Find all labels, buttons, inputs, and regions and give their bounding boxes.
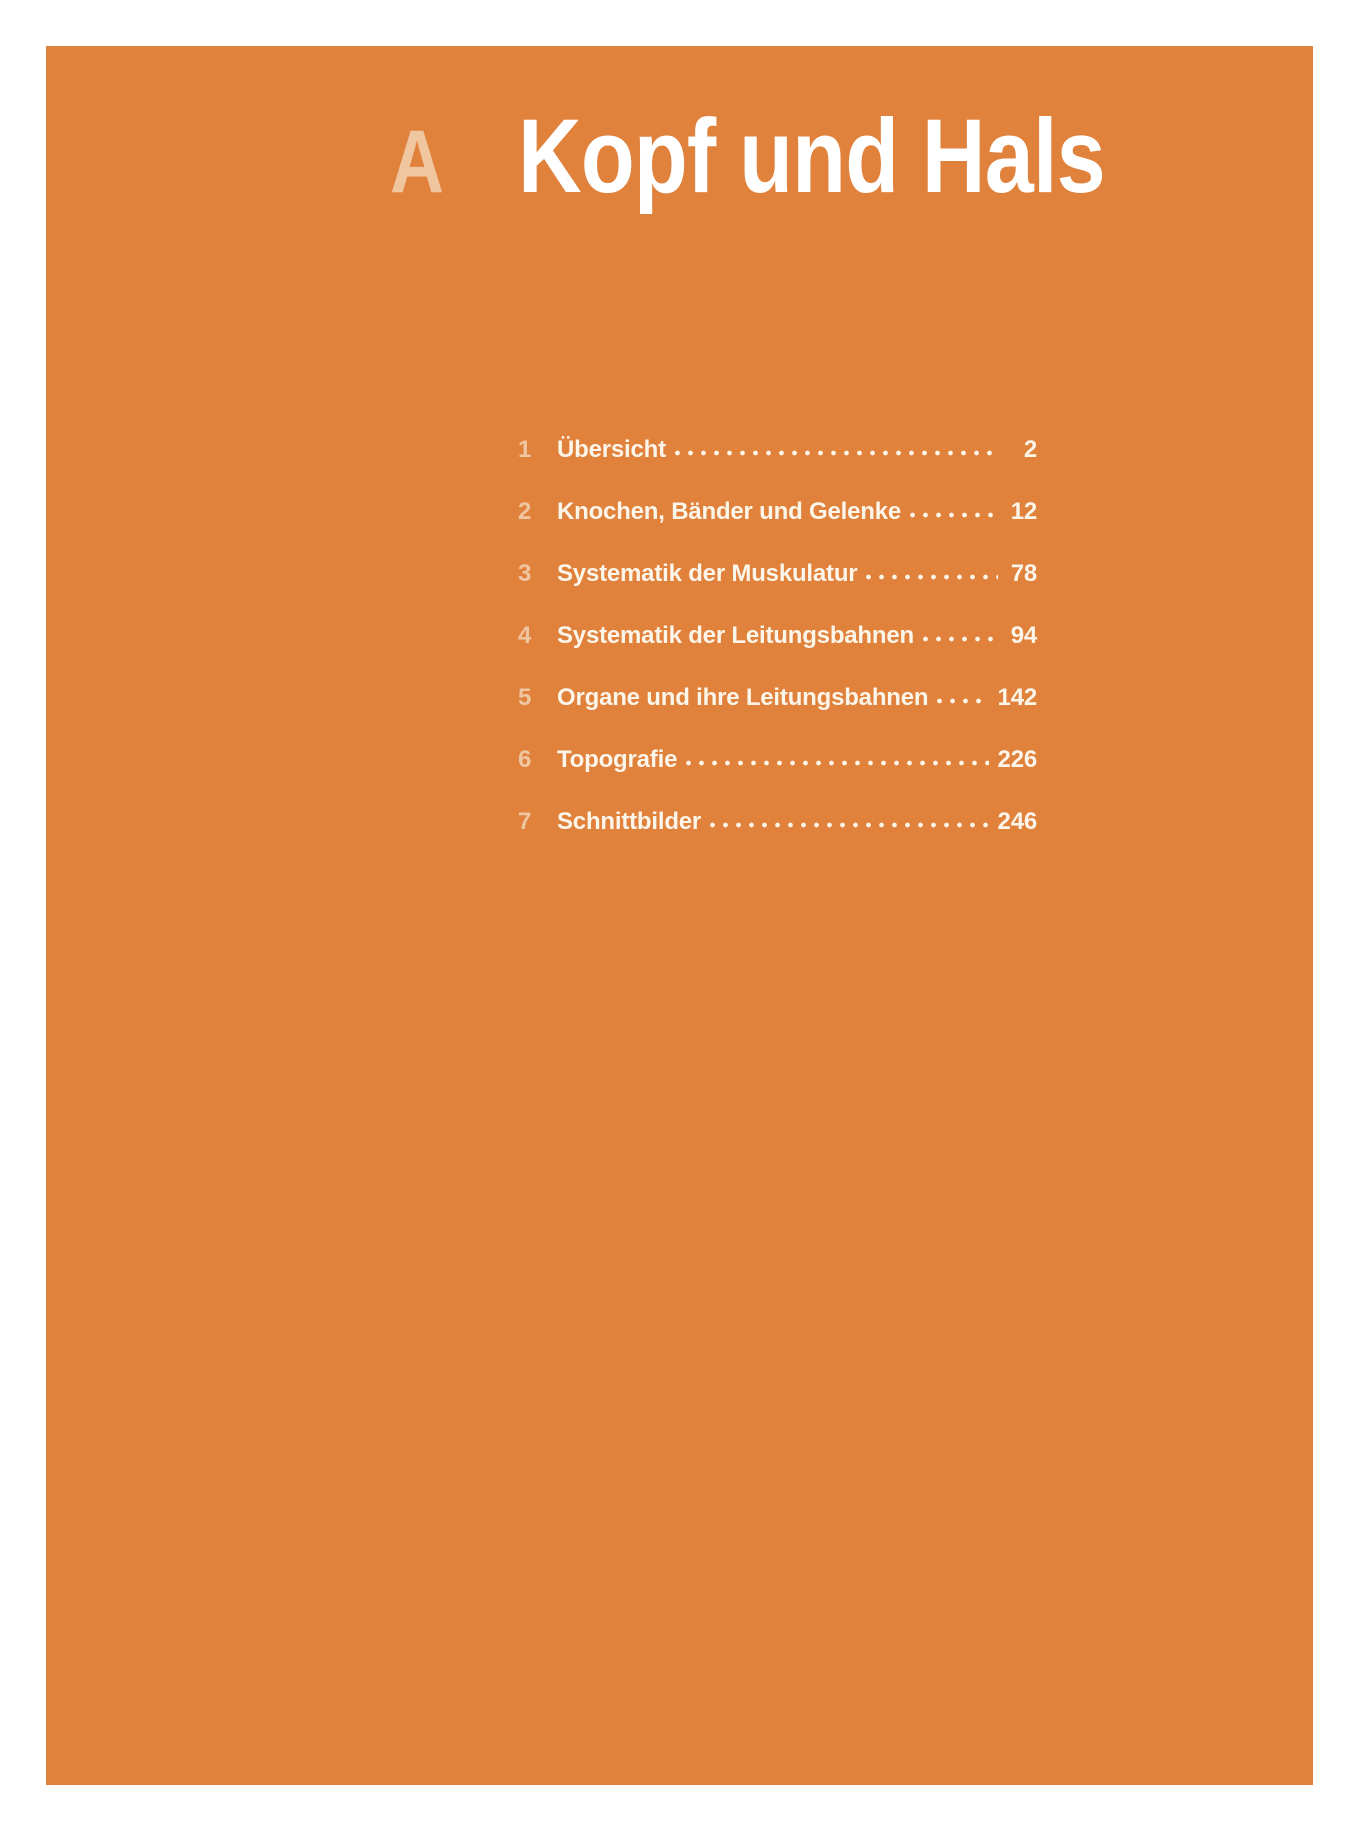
- dot-leader: [710, 822, 988, 828]
- toc-entry-label: Schnittbilder: [557, 808, 702, 835]
- toc-entry: [518, 435, 1037, 465]
- toc-entry-number: 3: [518, 560, 532, 587]
- toc-entry-page-number: 94: [1010, 622, 1037, 649]
- toc-entry-label: Organe und ihre Leitungsbahnen: [557, 684, 929, 711]
- toc-entry: [518, 559, 1037, 589]
- section-letter: A: [390, 111, 444, 211]
- toc-entry-label: Systematik der Leitungsbahnen: [557, 622, 914, 649]
- dot-leader: [923, 636, 998, 642]
- toc-entry-number: 2: [518, 498, 532, 525]
- toc-entry-label: Systematik der Muskulatur: [557, 560, 858, 587]
- toc-entry: [518, 621, 1037, 651]
- toc-entry-number: 5: [518, 684, 532, 711]
- toc-entry-page-number: 78: [1010, 560, 1037, 587]
- toc-entry-page-number: 2: [1023, 436, 1037, 463]
- toc-entry-number: 1: [518, 436, 532, 463]
- toc-entry: [518, 683, 1037, 713]
- toc-entry-label: Topografie: [557, 746, 678, 773]
- dot-leader: [866, 574, 998, 580]
- toc-entry: [518, 745, 1037, 775]
- table-of-contents: [518, 435, 1037, 837]
- dot-leader: [910, 512, 998, 518]
- dot-leader: [675, 450, 998, 456]
- toc-entry: [518, 807, 1037, 837]
- toc-entry-page-number: 246: [997, 808, 1037, 835]
- toc-entry-number: 6: [518, 746, 532, 773]
- toc-entry-number: 4: [518, 622, 532, 649]
- dot-leader: [686, 760, 988, 766]
- page-title: Kopf und Hals: [518, 98, 1105, 215]
- dot-leader: [937, 698, 988, 704]
- toc-entry-page-number: 142: [997, 684, 1037, 711]
- section-divider-panel: [46, 46, 1313, 1785]
- toc-entry: [518, 497, 1037, 527]
- toc-entry-page-number: 226: [997, 746, 1037, 773]
- toc-entry-page-number: 12: [1010, 498, 1037, 525]
- toc-entry-label: Knochen, Bänder und Gelenke: [557, 498, 901, 525]
- section-header: [390, 98, 1217, 215]
- toc-entry-number: 7: [518, 808, 532, 835]
- toc-entry-label: Übersicht: [557, 436, 666, 463]
